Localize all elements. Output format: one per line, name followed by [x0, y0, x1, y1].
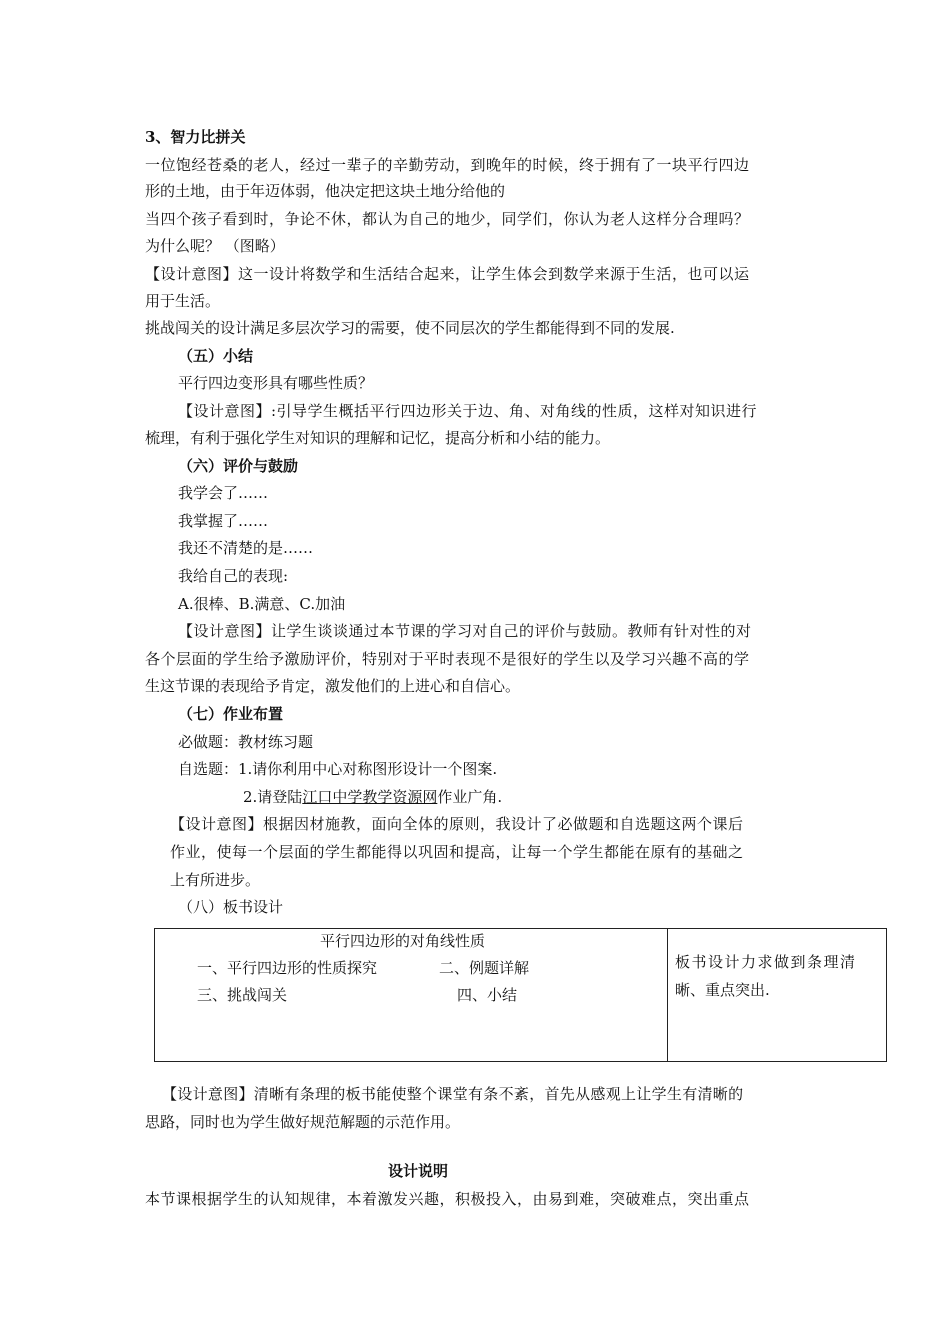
section3-design-intent: 用于生活。 [145, 292, 221, 310]
section3-paragraph-line: 当四个孩子看到时，争论不休，都认为自己的地少，同学们，你认为老人这样分合理吗？ [145, 210, 750, 228]
explanation-paragraph: 本节课根据学生的认知规律，本着激发兴趣，积极投入，由易到难，突破难点，突出重点 [145, 1190, 750, 1208]
section6-item: 我还不清楚的是…… [178, 539, 314, 557]
explanation-heading: 设计说明 [388, 1162, 449, 1180]
section5-heading: （五）小结 [178, 347, 254, 365]
section8-design-intent: 思路，同时也为学生做好规范解题的示范作用。 [145, 1113, 461, 1131]
section6-item: 我学会了…… [178, 484, 269, 502]
section3-paragraph-line: 一位饱经苍桑的老人，经过一辈子的辛勤劳动，到晚年的时候，终于拥有了一块平行四边 [145, 156, 750, 174]
section7-optional-suffix: 作业广角. [437, 788, 503, 806]
board-item: 四、小结 [457, 986, 518, 1004]
section5-design-intent: 梳理，有利于强化学生对知识的理解和记忆，提高分析和小结的能力。 [145, 429, 611, 447]
section6-design-intent: 【设计意图】让学生谈谈通过本节课的学习对自己的评价与鼓励。教师有针对性的对 [178, 622, 752, 640]
section7-heading: （七）作业布置 [178, 705, 284, 723]
section5-design-intent: 【设计意图】:引导学生概括平行四边形关于边、角、对角线的性质，这样对知识进行 [178, 402, 758, 420]
section7-optional: 自选题：1.请你利用中心对称图形设计一个图案. [178, 760, 498, 778]
section6-design-intent: 生这节课的表现给予肯定，激发他们的上进心和自信心。 [145, 677, 521, 695]
section8-design-intent: 【设计意图】清晰有条理的板书能使整个课堂有条不紊，首先从感观上让学生有清晰的 [162, 1085, 744, 1103]
section7-required: 必做题：教材练习题 [178, 733, 314, 751]
section6-heading: （六）评价与鼓励 [178, 457, 299, 475]
board-item: 二、例题详解 [439, 959, 530, 977]
board-note: 板书设计力求做到条理清 [675, 953, 857, 971]
board-item: 一、平行四边形的性质探究 [197, 959, 378, 977]
section5-question: 平行四边变形具有哪些性质？ [178, 374, 374, 392]
section8-heading: （八）板书设计 [178, 898, 284, 916]
section6-item: 我掌握了…… [178, 512, 269, 530]
board-title: 平行四边形的对角线性质 [320, 932, 486, 950]
section3-paragraph-line: 为什么呢？ （图略） [145, 237, 285, 255]
section3-heading: 3、智力比拼关 [145, 128, 246, 146]
section7-design-intent: 上有所进步。 [170, 871, 261, 889]
board-design-table [154, 928, 887, 1062]
section7-optional-prefix: 2.请登陆 [243, 788, 303, 806]
section3-paragraph-line: 形的土地，由于年迈体弱，他决定把这块土地分给他的 [145, 182, 506, 200]
table-divider [667, 929, 668, 1061]
section6-design-intent: 各个层面的学生给予激励评价，特别对于平时表现不是很好的学生以及学习兴趣不高的学 [145, 650, 750, 668]
section3-paragraph-line: 挑战闯关的设计满足多层次学习的需要，使不同层次的学生都能得到不同的发展. [145, 319, 675, 337]
section3-design-intent: 【设计意图】这一设计将数学和生活结合起来，让学生体会到数学来源于生活，也可以运 [145, 265, 750, 283]
section7-design-intent: 【设计意图】根据因材施教，面向全体的原则，我设计了必做题和自选题这两个课后 [170, 815, 744, 833]
section6-options: A.很棒、B.满意、C.加油 [178, 595, 346, 613]
board-item: 三、挑战闯关 [197, 986, 288, 1004]
section7-optional [243, 783, 502, 811]
resource-site-link[interactable]: 江口中学教学资源网 [302, 788, 438, 806]
section7-design-intent: 作业，使每一个层面的学生都能得以巩固和提高，让每一个学生都能在原有的基础之 [170, 843, 744, 861]
board-note: 晰、重点突出. [675, 981, 770, 999]
section6-item: 我给自己的表现: [178, 567, 289, 585]
